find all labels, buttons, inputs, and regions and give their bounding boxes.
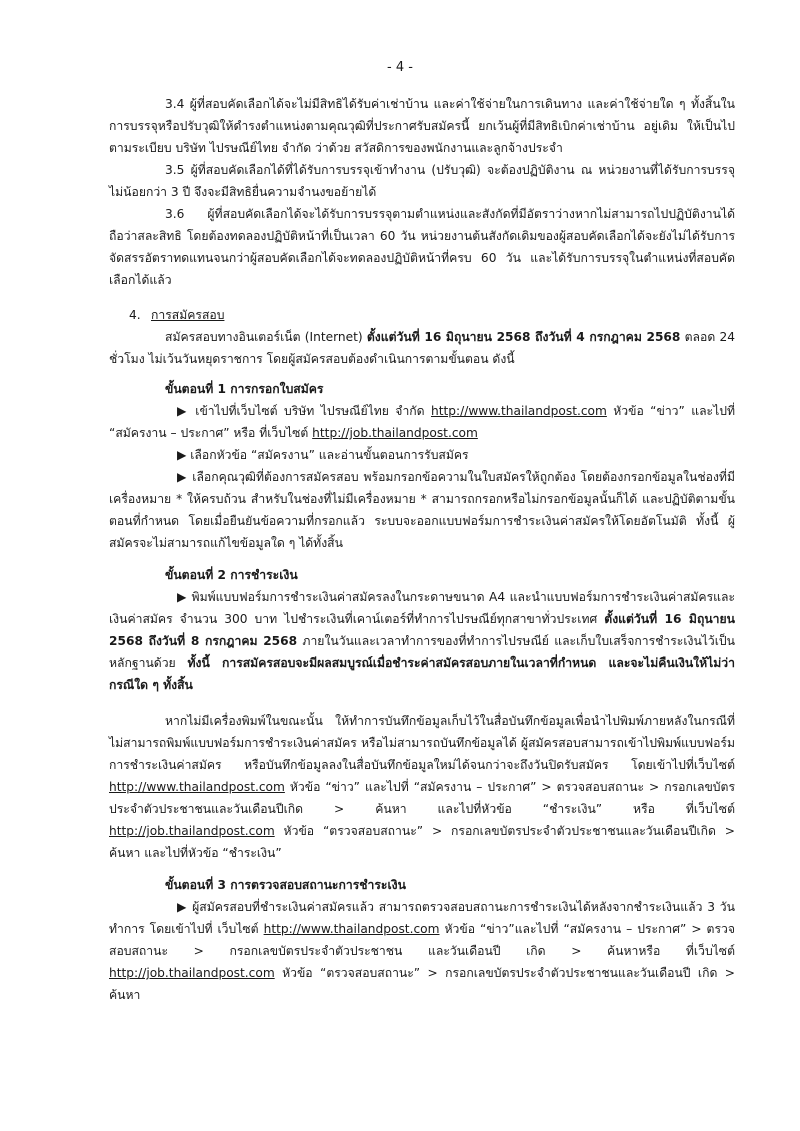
bullet-text: ▶ เข้าไปที่เว็บไซต์ บริษัท ไปรษณีย์ไทย จำกัด xyxy=(177,404,431,418)
note-text: หากไม่มีเครื่องพิมพ์ในขณะนั้น ให้ทำการบันทึกข้อมูลเก็บไว้ในสื่อบันทึกข้อมูลเพื่อนำไปพิมพ์ภายหลังในกรณีที่ไม่สามารถพิมพ์แบบฟอร์มการชำระเงินค่าสมัคร หรือไม่สามารถบันทึกข้อมูลได้ ผู้สมัครสอบสามารถเข้าไปพิมพ์แบบฟอร์มการชำระเงินค่าสมัคร หรือบันทึกข้อมูลลงในสื่อบันทึกข้อมูลใหม่ได้จนกว่าจะถึงวันปิดรับสมัคร โดยเข้าไปที่เว็บไซต์ xyxy=(109,714,735,772)
step-1-title: ขั้นตอนที่ 1 การกรอกใบสมัคร xyxy=(165,382,324,396)
step-2-bullet-1 xyxy=(109,586,735,696)
step-1-bullet-2: ▶ เลือกหัวข้อ “สมัครงาน” และอ่านขั้นตอนการรับสมัคร xyxy=(177,448,469,462)
job-thailandpost-link[interactable]: http://job.thailandpost.com xyxy=(312,426,478,440)
bullet-text: ▶ พิมพ์แบบฟอร์มการชำระเงินค่าสมัครลงในกระดาษขนาด A4 และนำแบบฟอร์มการชำระเงินค่าสมัครและเงินค่าสมัคร จำนวน 300 บาท ไปชำระเงินที่เคาน์เตอร์ที่ทำการไปรษณีย์ทุกสาขาทั่วประเทศ xyxy=(109,590,735,626)
job-thailandpost-link[interactable]: http://job.thailandpost.com xyxy=(109,824,275,838)
page-number: - 4 - xyxy=(387,60,413,75)
section-4-intro xyxy=(109,326,735,370)
clause-3-6: 3.6 ผู้ที่สอบคัดเลือกได้จะได้รับการบรรจุตามตำแหน่งและสังกัดที่มีอัตราว่างหากไม่สามารถไปปฏิบัติงานได้ถือว่าสละสิทธิ โดยต้องทดลองปฏิบัติหน้าที่เป็นเวลา 60 วัน หน่วยงานต้นสังกัดเดิมของผู้สอบคัดเลือกได้จะยังไม่ได้รับการจัดสรรอัตราทดแทนจนกว่าผู้สอบคัดเลือกได้จะทดลองปฏิบัติหน้าที่ครบ 60 วัน และได้รับการบรรจุในตำแหน่งที่สอบคัดเลือกได้แล้ว xyxy=(109,207,735,287)
document-body xyxy=(109,93,735,1006)
section-number: 4. xyxy=(129,308,141,322)
payment-condition: ทั้งนี้ การสมัครสอบจะมีผลสมบูรณ์เมื่อชำระค่าสมัครสอบภายในเวลาที่กำหนด และจะไม่คืนเงินให้ไม่ว่ากรณีใด ๆ ทั้งสิ้น xyxy=(109,656,735,692)
step-2-title: ขั้นตอนที่ 2 การชำระเงิน xyxy=(165,568,298,582)
intro-text: สมัครสอบทางอินเตอร์เน็ต (Internet) xyxy=(165,330,367,344)
clause-3-5: 3.5 ผู้ที่สอบคัดเลือกได้ที่ได้รับการบรรจุเข้าทำงาน (ปรับวุฒิ) จะต้องปฏิบัติงาน ณ หน่วยงานที่ได้รับการบรรจุไม่น้อยกว่า 3 ปี จึงจะมีสิทธิยื่นความจำนงขอย้ายได้ xyxy=(109,163,735,199)
bullet-text-mid: หัวข้อ “ข่าว”และไปที่ “สมัครงาน – ประกาศ” > ตรวจสอบสถานะ > กรอกเลขบัตรประจำตัวประชาชน และวันเดือนปี เกิด > ค้นหาหรือ ที่เว็บไซต์ xyxy=(109,922,735,958)
payment-date-range: ตั้งแต่วันที่ 16 มิถุนายน 2568 ถึงวันที่ 8 กรกฎาคม 2568 xyxy=(109,612,735,648)
section-4-heading xyxy=(129,304,735,326)
thailandpost-link[interactable]: http://www.thailandpost.com xyxy=(109,780,285,794)
bullet-text-tail: หัวข้อ “ข่าว” และไปที่ “สมัครงาน – ประกาศ” หรือ ที่เว็บไซต์ xyxy=(109,404,735,440)
step-3-bullet-1 xyxy=(109,896,735,1006)
note-text-mid: หัวข้อ “ข่าว” และไปที่ “สมัครงาน – ประกาศ” > ตรวจสอบสถานะ > กรอกเลขบัตรประจำตัวประชาชนและวันเดือนปีเกิด > ค้นหา และไปที่หัวข้อ “ชำระเงิน” หรือ ที่เว็บไซต์ xyxy=(109,780,735,816)
bullet-text-tail: หัวข้อ “ตรวจสอบสถานะ” > กรอกเลขบัตรประจำตัวประชาชนและวันเดือนปี เกิด > ค้นหา xyxy=(109,966,735,1002)
bullet-text-mid: ภายในวันและเวลาทำการของที่ทำการไปรษณีย์ และเก็บใบเสร็จการชำระเงินไว้เป็นหลักฐานด้วย xyxy=(109,634,735,670)
section-title: การสมัครสอบ xyxy=(151,308,225,322)
step-1-bullet-1 xyxy=(109,400,735,444)
job-thailandpost-link[interactable]: http://job.thailandpost.com xyxy=(109,966,275,980)
step-1-bullet-3: ▶ เลือกคุณวุฒิที่ต้องการสมัครสอบ พร้อมกรอกข้อความในใบสมัครให้ถูกต้อง โดยต้องกรอกข้อมูลในช่องที่มีเครื่องหมาย * ให้ครบถ้วน สำหรับในช่องที่ไม่มีเครื่องหมาย * สามารถกรอกหรือไม่กรอกข้อมูลนั้นก็ได้ และปฏิบัติตามขั้นตอนที่กำหนด โดยเมื่อยืนยันข้อความที่กรอกแล้ว ระบบจะออกแบบฟอร์มการชำระเงินค่าสมัครให้โดยอัตโนมัติ ทั้งนี้ ผู้สมัครจะไม่สามารถแก้ไขข้อมูลใด ๆ ได้ทั้งสิ้น xyxy=(109,470,735,550)
intro-date-range: ตั้งแต่วันที่ 16 มิถุนายน 2568 ถึงวันที่ 4 กรกฎาคม 2568 xyxy=(366,330,681,344)
thailandpost-link[interactable]: http://www.thailandpost.com xyxy=(430,404,607,418)
step-3-title: ขั้นตอนที่ 3 การตรวจสอบสถานะการชำระเงิน xyxy=(165,878,406,892)
note-text-tail: หัวข้อ “ตรวจสอบสถานะ” > กรอกเลขบัตรประจำตัวประชาชนและวันเดือนปีเกิด > ค้นหา และไปที่หัวข้อ “ชำระเงิน” xyxy=(109,824,735,860)
intro-text-tail: ตลอด 24 ชั่วโมง ไม่เว้นวันหยุดราชการ โดยผู้สมัครสอบต้องดำเนินการตามขั้นตอน ดังนี้ xyxy=(109,330,735,366)
thailandpost-link[interactable]: http://www.thailandpost.com xyxy=(263,922,440,936)
clause-3-4: 3.4 ผู้ที่สอบคัดเลือกได้จะไม่มีสิทธิได้รับค่าเช่าบ้าน และค่าใช้จ่ายในการเดินทาง และค่าใช้จ่ายใด ๆ ทั้งสิ้นในการบรรจุหรือปรับวุฒิให้ดำรงตำแหน่งตามคุณวุฒิที่ประกาศรับสมัครนี้ ยกเว้นผู้ที่มีสิทธิเบิกค่าเช่าบ้าน อยู่เดิม ให้เป็นไปตามระเบียบ บริษัท ไปรษณีย์ไทย จำกัด ว่าด้วย สวัสดิการของพนักงานและลูกจ้างประจำ xyxy=(109,97,735,155)
bullet-text: ▶ ผู้สมัครสอบที่ชำระเงินค่าสมัครแล้ว สามารถตรวจสอบสถานะการชำระเงินได้หลังจากชำระเงินแล้ว 3 วันทำการ โดยเข้าไปที่ เว็บไซต์ xyxy=(109,900,735,936)
step-2-note xyxy=(109,710,735,864)
